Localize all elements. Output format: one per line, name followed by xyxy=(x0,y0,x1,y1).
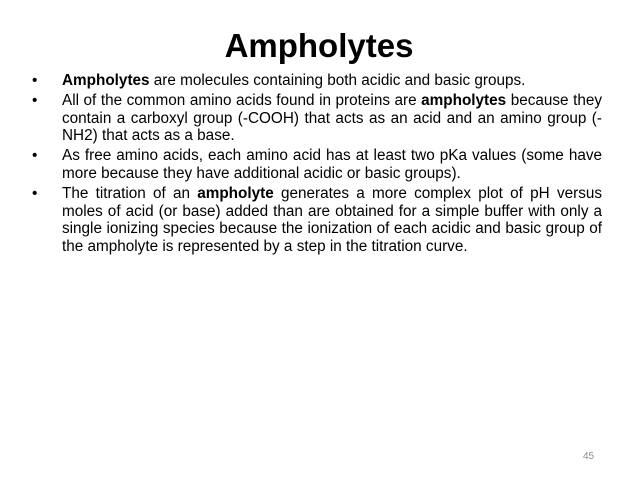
bullet-dot-icon: • xyxy=(32,72,38,89)
bullet-text: generates a more complex plot of pH versus moles of acid (or base) added than are obtained for a simple buffer with only a single ionizing species because the ionization of each acidic and basic group of the ampholyte is represented by a step in the titration curve. xyxy=(62,184,602,256)
bullet-text: The titration of an xyxy=(62,184,198,202)
bullet-item xyxy=(32,72,602,90)
bullet-item xyxy=(32,185,602,256)
bullet-dot-icon: • xyxy=(32,91,38,109)
bullet-dot-icon: • xyxy=(32,147,38,165)
page-number: 45 xyxy=(583,451,595,462)
bullet-item xyxy=(32,92,602,145)
bullet-text: All of the common amino acids found in proteins are xyxy=(62,91,422,109)
bullet-text: because they contain a carboxyl group (-COOH) that acts as an acid and an amino group (-NH2) that acts as a base. xyxy=(62,91,602,145)
slide-title: Ampholytes xyxy=(224,27,414,64)
bold-term: ampholyte xyxy=(197,184,274,202)
bullet-item xyxy=(32,147,602,183)
bullet-dot-icon: • xyxy=(32,184,38,202)
bullet-text: As free amino acids, each amino acid has at least two pKa values (some have more because they have additional acidic or basic groups). xyxy=(62,147,602,182)
bold-term: ampholytes xyxy=(421,91,507,109)
bullet-text: are molecules containing both acidic and basic groups. xyxy=(149,72,526,89)
bullet-list xyxy=(32,72,602,258)
bold-term: Ampholytes xyxy=(62,72,150,89)
